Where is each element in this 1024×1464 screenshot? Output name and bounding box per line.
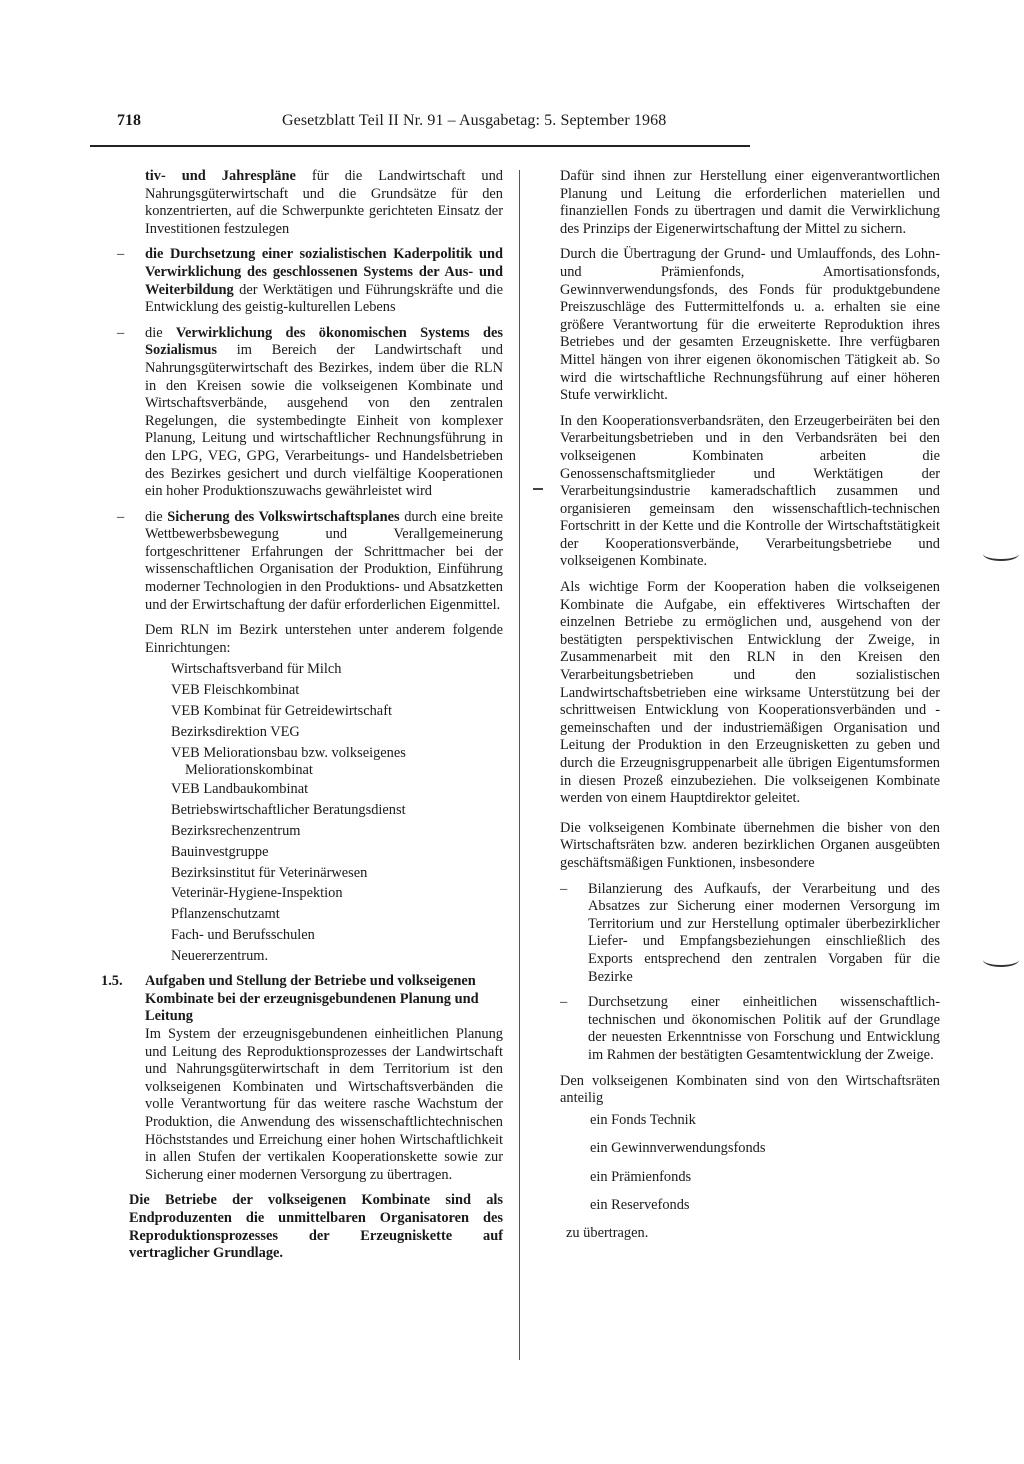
body-paragraph: Dafür sind ihnen zur Herstellung einer eigenverantwortlichen Planung und Leitung die erforderlichen materiellen und finanziellen Fonds zu übertragen und damit die Verwirklichung des Prinzips der Eigenerwirtschaftung der Mittel zu sichern. (560, 168, 940, 237)
facility-item-continuation: Meliorationskombinat (185, 762, 313, 779)
facilities-intro: Dem RLN im Bezirk unterstehen unter anderem folgende Einrichtungen: (145, 622, 503, 656)
facility-item: VEB Kombinat für Getreidewirtschaft (171, 703, 392, 720)
facility-item: Bezirksinstitut für Veterinärwesen (171, 864, 368, 881)
list-item (560, 994, 940, 1064)
facility-item: VEB Fleischkombinat (171, 682, 300, 699)
facility-item-line: VEB Meliorationsbau bzw. volkseigenes (171, 744, 406, 761)
facility-item: Fach- und Berufsschulen (171, 927, 315, 944)
section-title: Aufgaben und Stellung der Betriebe und volkseigenen Kombinate bei der erzeugnisgebundenen Planung und Leitung (145, 973, 479, 1025)
emphasis-text: die Durchsetzung einer sozialistischen Kaderpolitik und Verwirklichung des geschlossenen Systems der Aus- und Weiterbildung (145, 246, 503, 298)
fund-item: ein Gewinnverwendungsfonds (590, 1140, 766, 1157)
left-column (101, 168, 503, 1263)
body-paragraph: Als wichtige Form der Kooperation haben die volkseigenen Kombinate die Aufgabe, ein effektiveres Wirtschaften der einzelnen Betriebe zu ermöglichen und, ausgehend von der bestätigten perspektivischen Entwicklung der Zweige, in Zusammenarbeit mit den RLN in den Kreisen den Verarbeitungsbetrieben und den sozialistischen Landwirtschaftsbetrieben eine wirksame Unterstützung bei der schrittweisen Entwicklung von Kooperationsverbänden und -gemeinschaften und der industriemäßigen Organisation und Leitung der Produktion in den Erzeugnisketten zu geben und durch die Erzeugnisgruppenarbeit alle übrigen Eigentumsformen in diesen Prozeß einzubeziehen. Die volkseigenen Kombinate werden von einem Hauptdirektor geleitet. (560, 579, 940, 807)
facility-item: Neuererzentrum. (171, 947, 269, 964)
list-item-text: Durchsetzung einer einheitlichen wissenschaftlich-technischen und ökonomischen Politik auf der Grundlage der neuesten Erkenntnisse von Forschung und Entwicklung im Rahmen der bestätigten Gesamtentwicklung der Zweige. (588, 994, 940, 1063)
facilities-list (117, 661, 503, 965)
fund-item: ein Reservefonds (590, 1196, 690, 1213)
facility-item: Betriebswirtschaftlicher Beratungsdienst (171, 802, 406, 819)
section-heading (101, 973, 503, 1026)
closing-text: zu übertragen. (566, 1225, 649, 1242)
list-item-text: die Durchsetzung einer sozialistischen Kaderpolitik und Verwirklichung des geschlossenen Systems der Aus- und Weiterbildung der Werktätigen und Führungskräfte und die Entwicklung des geistig-kulturellen Lebens (145, 246, 503, 316)
list-item (117, 246, 503, 316)
header-rule (90, 145, 750, 147)
facility-item: Veterinär-Hygiene-Inspektion (171, 885, 343, 902)
facility-item: Pflanzenschutzamt (171, 906, 280, 923)
margin-mark (983, 547, 1019, 561)
gazette-title: Gesetzblatt Teil II Nr. 91 – Ausgabetag: 5. September 1968 (282, 112, 667, 129)
dash-bullet: – (560, 994, 568, 1011)
margin-mark (983, 953, 1019, 967)
list-item (117, 509, 503, 615)
list-item (117, 325, 503, 501)
right-column (560, 168, 940, 1243)
list-item-text: die Verwirklichung des ökonomischen Systems des Sozialismus im Bereich der Landwirtschaft und Nahrungsgüterwirtschaft des Bezirkes, indem über die RLN in den Kreisen sowie die volkseigenen Kombinate und Wirtschaftsverbände, ausgehend von den zentralen Regelungen, die systembedingte Einheit von komplexer Planung, Leitung und wirtschaftlicher Rechnungsführung in den LPG, VEG, GPG, Verarbeitungs- und Handelsbetrieben des Bezirkes gesichert und durch vielfältige Kooperationen ein hoher Produktionszuwachs gewährleistet wird (145, 324, 503, 500)
facility-item (171, 745, 503, 780)
dash-bullet: – (560, 880, 568, 897)
facility-item: Bauinvestgruppe (171, 843, 269, 860)
dash-bullet: – (117, 246, 125, 263)
dash-bullet: – (117, 324, 125, 341)
section-number: 1.5. (101, 973, 123, 990)
emphasis-text: Sicherung des Volkswirtschaftsplanes (167, 508, 400, 525)
facility-item: Bezirksrechenzentrum (171, 823, 301, 840)
emphasis-text: tiv- und Jahrespläne (145, 168, 296, 184)
bold-paragraph: Die Betriebe der volkseigenen Kombinate sind als Endproduzenten die unmittelbaren Organisatoren des Reproduktionsprozesses der Erzeugniskette auf vertraglicher Grundlage. (129, 1192, 503, 1262)
facility-item: VEB Landbaukombinat (171, 781, 309, 798)
facility-item: Bezirksdirektion VEG (171, 723, 300, 740)
fund-item: ein Fonds Technik (590, 1111, 696, 1128)
intro-paragraph: tiv- und Jahrespläne für die Landwirtschaft und Nahrungsgüterwirtschaft und die Grundsätze für den konzentrierten, auf die Schwerpunkte gerichteten Einsatz der Investitionen festzulegen (145, 168, 503, 237)
dash-bullet: – (117, 508, 125, 525)
page-header (117, 112, 752, 134)
column-divider (519, 170, 520, 1360)
list-item (560, 881, 940, 987)
body-paragraph: In den Kooperationsverbandsräten, den Erzeugerbeiräten bei den Verarbeitungsbetrieben und in den Verbandsräten bei den volkseigenen Kombinaten arbeiten die Genossenschaftsmitglieder und Werktätigen der Verarbeitungsindustrie kameradschaftlich zusammen und organisieren gemeinsam den wissenschaftlich-technischen Fortschritt in der Kette und die Kontrolle der Wirtschaftstätigkeit der Kooperationsverbände, Verarbeitungsbetriebe und volkseigenen Kombinate. (560, 412, 940, 570)
page-number: 718 (117, 112, 141, 129)
list-item-text: die Sicherung des Volkswirtschaftsplanes durch eine breite Wettbewerbsbewegung und Verallgemeinerung fortgeschrittener Erfahrungen der Schrittmacher bei der wissenschaftlichen Organisation der Produktion, Einführung moderner Technologien in den Produktions- und Absatzketten und der Erwirtschaftung der dafür erforderlichen Eigenmittel. (145, 508, 503, 613)
funds-list (560, 1112, 940, 1215)
emphasis-text: Verwirklichung des ökonomischen Systems des Sozialismus (145, 324, 503, 359)
list-item-text: Bilanzierung des Aufkaufs, der Verarbeitung und des Absatzes zur Sicherung einer modernen Versorgung im Territorium und zur Herstellung optimaler überbezirklicher Liefer- und Empfangsbeziehungen einschließlich des Exports entsprechend den zentralen Vorgaben für die Bezirke (588, 880, 940, 985)
fund-item: ein Prämienfonds (590, 1168, 692, 1185)
body-paragraph: Die volkseigenen Kombinate übernehmen die bisher von den Wirtschaftsräten bzw. anderen bezirklichen Organen ausgeübten geschäftsmäßigen Funktionen, insbesondere (560, 819, 940, 871)
facility-item: Wirtschaftsverband für Milch (171, 661, 342, 678)
margin-tick (533, 488, 543, 490)
body-paragraph: Durch die Übertragung der Grund- und Umlauffonds, des Lohn- und Prämienfonds, Amortisationsfonds, Gewinnverwendungsfonds, des Fonds für produktgebundene Preiszuschläge des Futtermittelfonds u. a. erhalten sie eine größere Verantwortung für die erweiterte Reproduktion ihres Betriebes und der gesamten Erzeugniskette. Ihre verfügbaren Mittel hängen von ihrer eigenen ökonomischen Tätigkeit ab. So wird die wirtschaftliche Rechnungsführung auf einer höheren Stufe verwirklicht. (560, 246, 940, 404)
funds-intro: Den volkseigenen Kombinaten sind von den Wirtschaftsräten anteilig (560, 1072, 940, 1107)
section-body: Im System der erzeugnisgebundenen einheitlichen Planung und Leitung des Reproduktionsprozesses der Landwirtschaft und Nahrungsgüterwirtschaft in dem Territorium ist den volkseigenen Kombinaten und Wirtschaftsverbänden die volle Verantwortung für das weitere rasche Wachstum der Produktion, die Anwendung des wissenschaftlichtechnischen Höchststandes und Erreichung einer hohen Wirtschaftlichkeit in allen Stufen der vertikalen Kooperationskette sowie zur Sicherung einer modernen Versorgung zu übertragen. (145, 1026, 503, 1183)
